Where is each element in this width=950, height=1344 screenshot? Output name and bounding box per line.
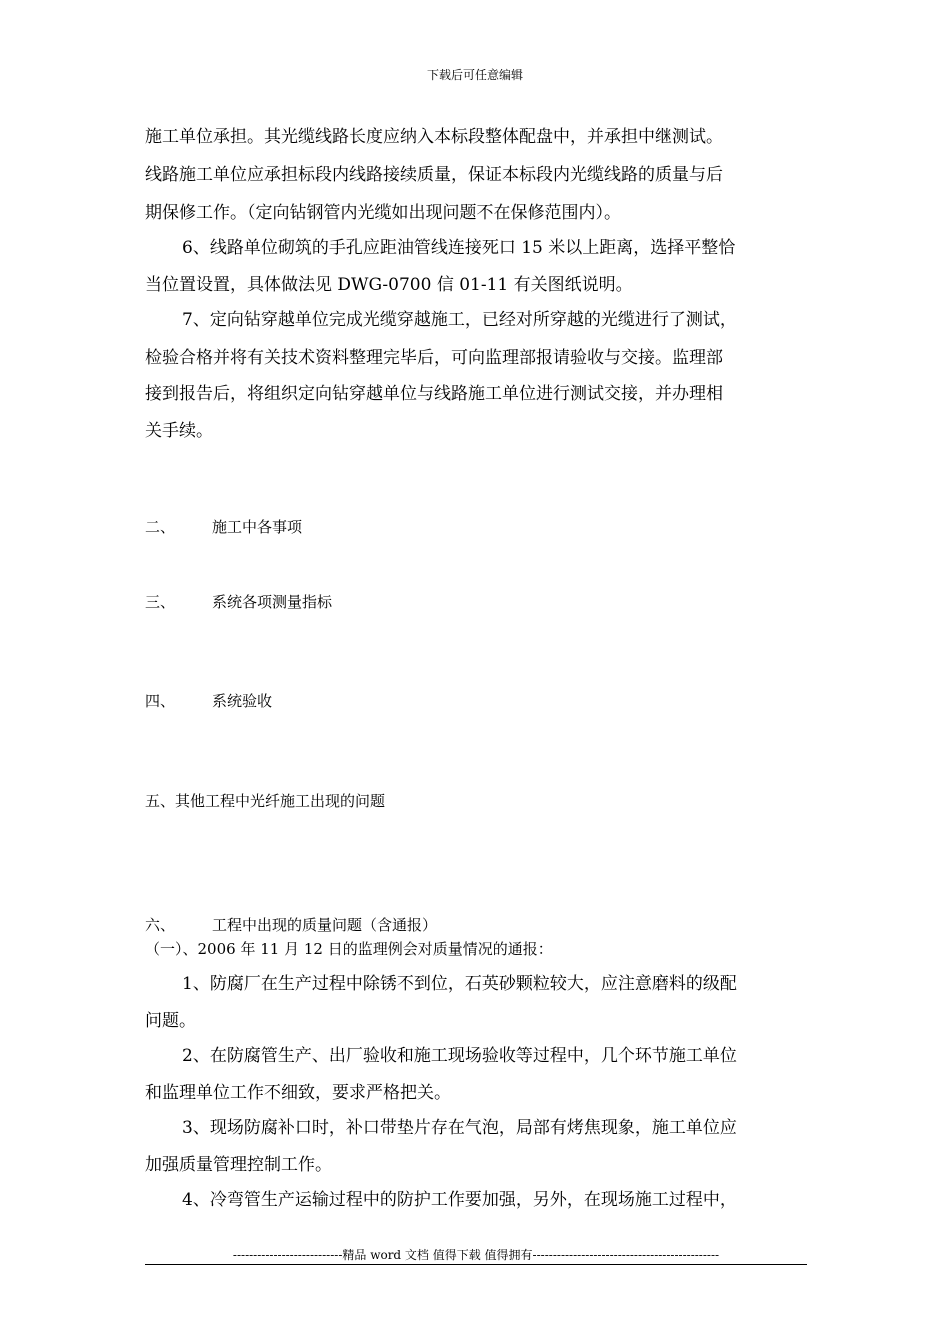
- sub-heading: （一）、2006 年 11 月 12 日的监理例会对质量情况的通报：: [145, 940, 553, 958]
- paragraph-line: 2、在防腐管生产、出厂验收和施工现场验收等过程中，几个环节施工单位: [182, 1046, 737, 1066]
- section-title: 系统各项测量指标: [212, 593, 333, 611]
- paragraph-line: 接到报告后，将组织定向钻穿越单位与线路施工单位进行测试交接，并办理相: [145, 384, 723, 404]
- paragraph-line: 7、定向钻穿越单位完成光缆穿越施工，已经对所穿越的光缆进行了测试，: [182, 310, 737, 330]
- section-heading: [145, 914, 437, 935]
- paragraph-line: 6、线路单位砌筑的手孔应距油管线连接死口 15 米以上距离，选择平整恰: [182, 238, 736, 258]
- paragraph-line: 当位置设置，具体做法见 DWG-0700 信 01-11 有关图纸说明。: [145, 275, 633, 295]
- section-number: 二、: [145, 518, 176, 536]
- section-title: 工程中出现的质量问题（含通报）: [212, 916, 438, 934]
- paragraph-line: 1、防腐厂在生产过程中除锈不到位，石英砂颗粒较大，应注意磨料的级配: [182, 974, 737, 994]
- paragraph-line: 期保修工作。（定向钻钢管内光缆如出现问题不在保修范围内）。: [145, 203, 621, 223]
- section-number: 六、: [145, 916, 176, 934]
- section-title: 施工中各事项: [212, 518, 303, 536]
- paragraph-line: 关手续。: [145, 421, 213, 441]
- section-number: 四、: [145, 692, 176, 710]
- section-title: 系统验收: [212, 692, 273, 710]
- page-header: 下载后可任意编辑: [426, 68, 523, 82]
- paragraph-line: 施工单位承担。其光缆线路长度应纳入本标段整体配盘中，并承担中继测试。: [145, 127, 723, 147]
- paragraph-line: 4、冷弯管生产运输过程中的防护工作要加强，另外，在现场施工过程中，: [182, 1190, 737, 1210]
- section-number: 五、: [145, 792, 176, 810]
- page-footer: ---------------------------精品 word 文档 值得下载 值得拥有----------------------------------------------: [232, 1248, 720, 1262]
- paragraph-line: 和监理单位工作不细致，要求严格把关。: [145, 1083, 451, 1103]
- section-title: 其他工程中光纤施工出现的问题: [175, 792, 386, 810]
- section-heading: [145, 516, 302, 537]
- section-heading: [145, 690, 272, 711]
- paragraph-line: 3、现场防腐补口时，补口带垫片存在气泡，局部有烤焦现象，施工单位应: [182, 1118, 737, 1138]
- paragraph-line: 加强质量管理控制工作。: [145, 1155, 332, 1175]
- section-heading: [145, 790, 385, 811]
- paragraph-line: 检验合格并将有关技术资料整理完毕后，可向监理部报请验收与交接。监理部: [145, 348, 723, 368]
- section-heading: [145, 591, 332, 612]
- section-number: 三、: [145, 593, 176, 611]
- paragraph-line: 线路施工单位应承担标段内线路接续质量，保证本标段内光缆线路的质量与后: [145, 165, 723, 185]
- footer-divider: [145, 1264, 807, 1265]
- paragraph-line: 问题。: [145, 1011, 196, 1031]
